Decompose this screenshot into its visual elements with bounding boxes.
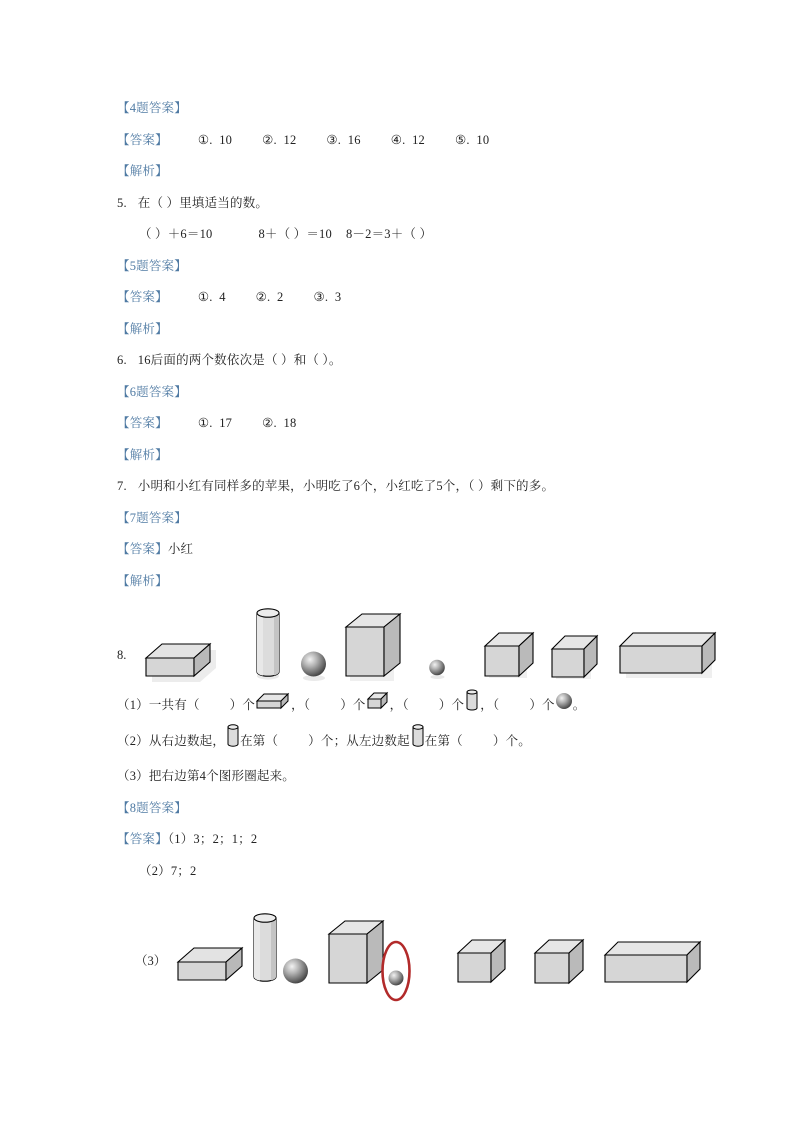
q5-answer-2-num: ②. [255, 290, 271, 304]
q6-answer-1-num: ①. [197, 416, 213, 430]
q8-sub1-close-2: ）个 [340, 697, 366, 712]
inline-shape-cylinder-b [410, 732, 425, 752]
q5-analysis-label: 【解析】 [117, 321, 168, 336]
q4-answer-4-value: 12 [412, 132, 425, 147]
q4-answer-1-num: ①. [197, 132, 213, 147]
q7-stem-text: 小明和小红有同样多的苹果，小明吃了6个，小红吃了5个，（ ）剩下的多。 [137, 479, 555, 493]
q6-answer-2-num: ②. [262, 416, 277, 430]
q4-answer-header: 【4题答案】 [117, 101, 187, 115]
q5-answer-header: 【5题答案】 [117, 258, 187, 273]
q8-sub1-period: 。 [572, 697, 586, 712]
shape-cube-1 [481, 628, 539, 686]
q4-analysis-label: 【解析】 [117, 164, 168, 178]
inline-shape-sphere [555, 696, 573, 716]
answer-label: 【答案】 [117, 416, 168, 430]
shape-cuboid-upright [342, 609, 406, 687]
q5-expr-1: （ ）＋6＝10 [139, 227, 213, 241]
q5-answer-2-value: 2 [277, 290, 284, 304]
q4-answer-1-value: 10 [219, 132, 233, 147]
q8-result-label: （3） [135, 953, 167, 968]
q6-answer-2-value: 18 [283, 416, 297, 430]
q7-answer-value: 小红 [167, 542, 194, 556]
q8-sub1-text: 一共有（ [148, 697, 200, 712]
q8-answer-1-value: （1）3；2；1；2 [167, 832, 258, 846]
result-shape-cube-2b [454, 935, 510, 993]
q6-answer-1-value: 17 [219, 416, 233, 430]
q8-sub3-text: 把右边第4个图形圈起来。 [148, 769, 296, 783]
q4-answer-row [117, 132, 677, 148]
q8-sub2-text-c: ）个；从左边数起 [308, 733, 410, 748]
q5-expressions [117, 226, 677, 242]
q8-sub2-text-b: 在第（ [240, 733, 279, 748]
q8-sub1-close-1: ）个 [229, 697, 256, 712]
shape-sphere-large [299, 650, 329, 682]
q8-figure [117, 604, 677, 696]
q8-sub2-label: （2） [117, 733, 149, 748]
answer-label: 【答案】 [117, 832, 168, 846]
inline-shape-cylinder-a [225, 732, 240, 752]
q8-sub2-text-a: 从右边数起， [148, 733, 226, 748]
q8-sub1-close-4: ）个 [529, 697, 555, 712]
q8-answer-line-2: （2）7；2 [139, 863, 197, 878]
result-shape-cylinder-tall [249, 909, 283, 987]
q8-sub1-close-3: ）个 [438, 697, 465, 712]
result-shape-sphere-large [281, 957, 311, 989]
q4-answer-3-value: 16 [347, 132, 361, 147]
q5-answer-1-value: 4 [219, 290, 226, 304]
shape-sphere-small [428, 658, 448, 680]
q6-answer-row [117, 415, 677, 431]
q7-answer-row [117, 541, 677, 557]
q8-sub1-comma-3: ，（ [480, 697, 500, 712]
inline-shape-cylinder [464, 696, 480, 716]
q8-answer-line-1 [117, 831, 677, 847]
q5-answer-3-num: ③. [313, 290, 329, 304]
q6-stem-text: 16后面的两个数依次是（ ）和（ ）。 [137, 353, 342, 367]
q7-stem [117, 478, 677, 494]
shape-cylinder-tall [252, 604, 286, 682]
result-shape-cube-1 [531, 935, 589, 993]
q5-stem [117, 195, 677, 211]
document-content [117, 100, 677, 1009]
q5-expr-2: 8＋（ ）＝10 [258, 227, 332, 241]
q7-analysis-label: 【解析】 [117, 573, 168, 588]
q4-answer-5-value: 10 [476, 132, 490, 147]
q6-number: 6. [117, 353, 127, 367]
answer-label: 【答案】 [117, 132, 168, 147]
q4-answer-5-num: ⑤. [455, 132, 470, 147]
result-shape-cuboid-long [601, 937, 707, 995]
q8-sub1-label: （1） [117, 697, 149, 712]
q4-answer-4-num: ④. [390, 132, 406, 147]
q5-expr-3: 8－2＝3＋（ ） [345, 227, 433, 241]
q8-sub2 [117, 732, 677, 752]
q5-answer-row [117, 289, 677, 305]
q4-answer-2-num: ②. [262, 132, 277, 147]
q6-stem [117, 352, 677, 368]
answer-label: 【答案】 [117, 542, 168, 556]
q5-number: 5. [117, 195, 127, 210]
q8-sub1-comma-1: ，（ [291, 697, 311, 712]
q7-answer-header: 【7题答案】 [117, 510, 187, 525]
q8-sub1-comma-2: ，（ [389, 697, 409, 712]
shape-cube-2 [548, 631, 602, 687]
q8-sub1 [117, 696, 677, 716]
q5-answer-1-num: ①. [197, 290, 213, 304]
q5-stem-text: 在（ ）里填适当的数。 [137, 195, 269, 210]
shape-cuboid-flat [143, 635, 219, 685]
shape-cuboid-long [616, 628, 722, 686]
q8-result-figure [117, 909, 677, 1009]
q4-answer-2-value: 12 [283, 132, 297, 147]
q7-number: 7. [117, 479, 127, 493]
q8-sub3-label: （3） [117, 769, 149, 783]
q8-sub3 [117, 768, 677, 784]
inline-shape-cube [366, 696, 390, 716]
q5-answer-3-value: 3 [334, 290, 342, 304]
q6-answer-header: 【6题答案】 [117, 384, 187, 399]
q8-number: 8. [117, 648, 127, 662]
inline-shape-cuboid-flat [255, 696, 291, 716]
answer-label: 【答案】 [117, 290, 168, 304]
q8-sub2-text-e: ）个。 [492, 733, 531, 748]
result-shape-sphere-small-circled [375, 931, 419, 1007]
result-shape-cuboid-flat [175, 939, 251, 989]
q4-answer-3-num: ③. [326, 132, 342, 147]
q8-answer-header: 【8题答案】 [117, 800, 187, 815]
q8-sub2-text-d: 在第（ [424, 733, 463, 748]
q6-analysis-label: 【解析】 [117, 447, 168, 462]
